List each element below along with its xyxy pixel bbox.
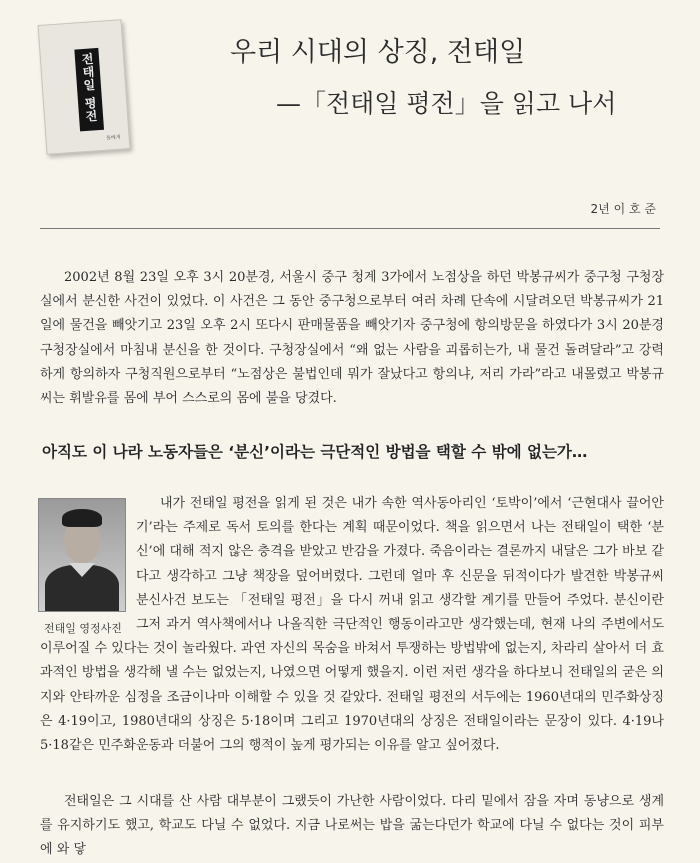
section-subheading: 아직도 이 나라 노동자들은 ‘분신’이라는 극단적인 방법을 택할 수 밖에 없는가…	[42, 443, 588, 461]
book-cover-title: 전태일 평전	[79, 52, 99, 124]
paragraph-1: 2002년 8월 23일 오후 3시 20분경, 서울시 중구 청계 3가에서 노점상을 하던 박봉규씨가 중구청 구청장실에서 분신한 사건이 있었다. 이 사건은 그 동안 중구청으로부터 여러 차례 단속에 시달려오던 박봉규씨가 21일에 물건을 빼앗기고 23일 오후 2시 또다시 판매물품을 빼앗기자 중구청에 항의방문을 하였다가 3시 20분경 구청장실에서 마침내 분신을 한 것이다. 구청장실에서 “왜 없는 사람을 괴롭히는가, 내 물건 돌려달라”고 강력하게 항의하자 구청직원으로부터 “노점상은 불법인데 뭐가 잘났다고 항의냐, 저리 가라”라고 내몰렸고 박봉규씨는 휘발유를 몸에 부어 스스로의 몸에 불을 당겼다.	[40, 270, 664, 407]
header-divider	[40, 228, 660, 229]
paragraph-3: 전태일은 그 시대를 산 사람 대부분이 그랬듯이 가난한 사람이었다. 다리 밑에서 잠을 자며 동냥으로 생계를 유지하기도 했고, 학교도 다닐 수 없었다. 지금 나로써는 밥을 굶는다던가 학교에 다닐 수 없다는 것이 피부에 와 닿	[40, 794, 664, 858]
paragraph-2: 내가 전태일 평전을 읽게 된 것은 내가 속한 역사동아리인 ‘토박이’에서 ‘근현대사 끌어안기’라는 주제로 독서 토의를 한다는 계획 때문이었다. 책을 읽으면서 나는 전태일이 택한 ‘분신’에 대해 적지 않은 충격을 받았고 반감을 가졌다. 죽음이라는 결론까지 내달은 그가 바보 같다고 생각하고 그냥 책장을 덮어버렸다. 그런데 얼마 후 신문을 뒤적이다가 발견한 박봉규씨 분신사건 보도는 「전태일 평전」을 다시 꺼내 읽고 생각할 계기를 만들어 주었다. 분신이란 그저 과거 역사책에서나 나올직한 극단적인 행동이라고만 생각했는데, 현재 나의 주변에서도 이루어질 수 있다는 것이 놀라웠다. 과연 자신의 목숨을 바쳐서 투쟁하는 방법밖에 없는지, 차라리 살아서 더 효과적인 방법을 생각해 낼 수는 없었는지, 나였으면 어떻게 했을지. 이런 저런 생각을 하다보니 전태일의 굳은 의지와 안타까운 심정을 조금이나마 이해할 수 있을 것 같았다. 전태일 평전의 서두에는 1960년대의 민주화상징은 4·19이고, 1980년대의 상징은 5·18이며 그리고 1970년대의 상징은 전태일이라는 문장이 있다. 4·19나 5·18같은 민주화운동과 더불어 그의 행적이 높게 평가되는 이유를 알고 싶어졌다.	[40, 496, 665, 754]
book-cover-image	[38, 19, 131, 155]
paragraph-2-block	[40, 492, 664, 758]
photo-caption: 전태일 영정사진	[44, 622, 122, 635]
photo-float-spacer	[40, 492, 136, 626]
author-byline: 2년 이 호 준	[590, 202, 656, 216]
article-subtitle: —「전태일 평전」을 읽고 나서	[276, 89, 617, 118]
article-title: 우리 시대의 상징, 전태일	[230, 37, 526, 68]
book-cover-publisher: 돌베개	[105, 134, 121, 142]
